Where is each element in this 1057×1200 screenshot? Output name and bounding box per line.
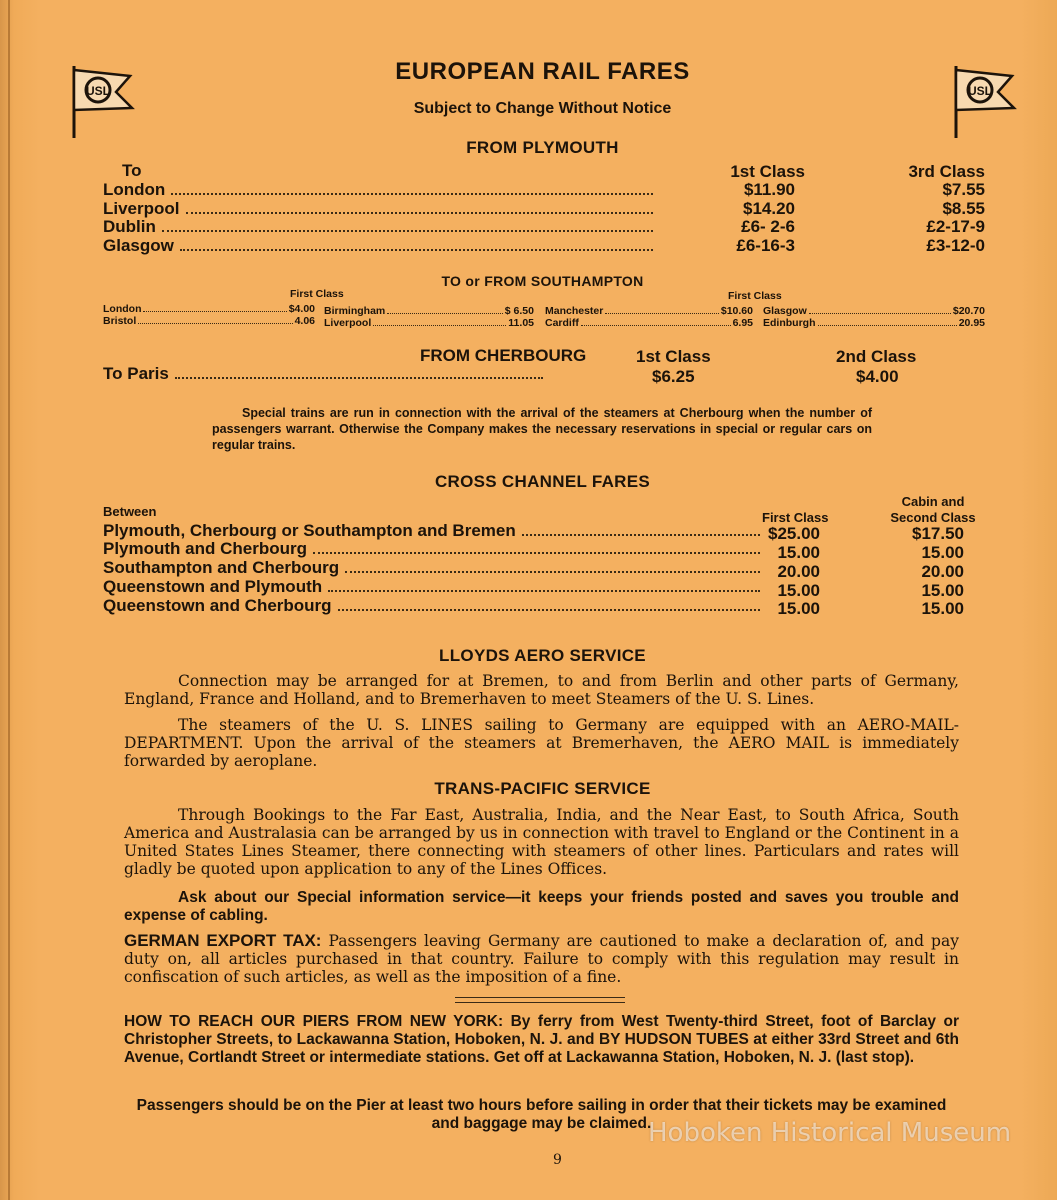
plymouth-row: Glasgow xyxy=(103,236,653,256)
fare-cell: $7.55 xyxy=(942,180,985,199)
fare-cell: 20.00 xyxy=(777,562,820,581)
fare-cell: $11.90 xyxy=(743,180,795,199)
southampton-item: Cardiff 6.95 xyxy=(545,317,753,329)
cherbourg-heading: FROM CHERBOURG xyxy=(420,346,587,365)
southampton-first-class-right: First Class xyxy=(728,290,782,302)
plymouth-row: Liverpool xyxy=(103,199,653,219)
cross-channel-heading: CROSS CHANNEL FARES xyxy=(434,472,651,491)
cross-channel-between-label: Between xyxy=(103,504,157,519)
southampton-heading: TO or FROM SOUTHAMPTON xyxy=(441,273,644,289)
cross-channel-row: Southampton and Cherbourg xyxy=(103,558,760,578)
export-tax-label: GERMAN EXPORT TAX: xyxy=(124,931,322,950)
cross-channel-col-cabin: Cabin and Second Class xyxy=(890,494,976,525)
info-service-paragraph: Ask about our Special information service—it keeps your friends posted and saves you trouble and expense of cabling. xyxy=(124,889,959,924)
southampton-item: Manchester $10.60 xyxy=(545,305,753,317)
southampton-item: Edinburgh 20.95 xyxy=(763,317,985,329)
page-subtitle: Subject to Change Without Notice xyxy=(413,100,672,117)
fare-cell: $6.25 xyxy=(652,367,695,386)
watermark: Hoboken Historical Museum xyxy=(648,1118,1012,1148)
cross-channel-row: Plymouth, Cherbourg or Southampton and Bremen xyxy=(103,521,760,541)
cherbourg-note: Special trains are run in connection with the arrival of the steamers at Cherbourg when the number of passengers warrant. Otherwise the Company makes the necessary reservations in special or regular cars on regular trains. xyxy=(212,406,872,452)
page-title: EUROPEAN RAIL FARES xyxy=(395,58,690,85)
plymouth-to-label: To xyxy=(122,161,142,180)
southampton-item: London $4.00 xyxy=(103,303,315,315)
fare-cell: $8.55 xyxy=(942,199,985,218)
southampton-item: Birmingham $ 6.50 xyxy=(324,305,534,317)
aero-heading: LLOYDS AERO SERVICE xyxy=(439,646,646,665)
boarding-paragraph: Passengers should be on the Pier at least two hours before sailing in order that their tickets may be examined and baggage may be claimed. xyxy=(136,1097,947,1132)
piers-paragraph: HOW TO REACH OUR PIERS FROM NEW YORK: By ferry from West Twenty-third Street, foot of Barclay or Christopher Streets, to Lackawanna Station, Hoboken, N. J. and BY HUDSON TUBES at either 33rd Street and 6th Avenue, Cortlandt Street or intermediate stations. Get off at Lackawanna Station, Hoboken, N. J. (last stop). xyxy=(124,1013,959,1066)
cross-channel-col-first: First Class xyxy=(762,510,829,525)
cherbourg-row: To Paris xyxy=(103,364,543,384)
fare-cell: £3-12-0 xyxy=(926,236,985,255)
plymouth-row: London xyxy=(103,180,653,200)
cherbourg-col-first: 1st Class xyxy=(636,347,711,366)
page-number: 9 xyxy=(553,1152,562,1168)
fare-cell: $14.20 xyxy=(743,199,795,218)
cross-channel-row: Queenstown and Cherbourg xyxy=(103,596,760,616)
cross-channel-row: Queenstown and Plymouth xyxy=(103,577,760,597)
fare-cell: 15.00 xyxy=(921,599,964,618)
fare-cell: 15.00 xyxy=(921,543,964,562)
aero-paragraph-2: The steamers of the U. S. LINES sailing to Germany are equipped with an AERO-MAIL-DEPARTMENT. Upon the arrival of the steamers at Bremerhaven, the AERO MAIL is immediately forwarded by aeroplane. xyxy=(124,716,959,770)
fare-cell: £2-17-9 xyxy=(926,217,985,236)
southampton-item: Glasgow $20.70 xyxy=(763,305,985,317)
fare-cell: $17.50 xyxy=(912,524,964,543)
transpacific-paragraph: Through Bookings to the Far East, Australia, India, and the Near East, to South Africa, South America and Australasia can be arranged by us in connection with travel to England or the Continent in a United States Lines Steamer, there connecting with steamers of other lines. Particulars and rates will gladly be quoted upon application to any of the Lines Offices. xyxy=(124,806,959,878)
fare-cell: $25.00 xyxy=(768,524,820,543)
fare-cell: $4.00 xyxy=(856,367,899,386)
fare-cell: £6-16-3 xyxy=(736,236,795,255)
transpacific-heading: TRANS-PACIFIC SERVICE xyxy=(434,779,651,798)
aero-paragraph-1: Connection may be arranged for at Bremen, to and from Berlin and other parts of Germany, England, France and Holland, and to Bremerhaven to meet Steamers of the U. S. Lines. xyxy=(124,672,959,708)
cross-channel-row: Plymouth and Cherbourg xyxy=(103,539,760,559)
export-tax-text: Passengers leaving Germany are cautioned to make a declaration of, and pay duty on, all articles purchased in that country. Failure to comply with this regulation may result in confiscation of such articles, as well as the imposition of a fine. xyxy=(124,932,959,986)
fare-cell: 20.00 xyxy=(921,562,964,581)
plymouth-heading: FROM PLYMOUTH xyxy=(466,138,619,157)
fare-cell: 15.00 xyxy=(777,599,820,618)
southampton-first-class-left: First Class xyxy=(290,288,344,300)
plymouth-col-third: 3rd Class xyxy=(908,162,985,181)
plymouth-row: Dublin xyxy=(103,217,653,237)
page-spine xyxy=(8,0,10,1200)
section-divider xyxy=(455,997,625,1003)
plymouth-col-first: 1st Class xyxy=(730,162,805,181)
cherbourg-col-second: 2nd Class xyxy=(836,347,917,366)
svg-text:USL: USL xyxy=(86,84,110,98)
fare-cell: 15.00 xyxy=(777,581,820,600)
southampton-item: Liverpool 11.05 xyxy=(324,317,534,329)
svg-text:USL: USL xyxy=(968,84,992,98)
fare-cell: £6- 2-6 xyxy=(741,217,795,236)
export-tax-paragraph xyxy=(124,932,959,986)
southampton-item: Bristol 4.06 xyxy=(103,315,315,327)
fare-cell: 15.00 xyxy=(777,543,820,562)
fare-cell: 15.00 xyxy=(921,581,964,600)
